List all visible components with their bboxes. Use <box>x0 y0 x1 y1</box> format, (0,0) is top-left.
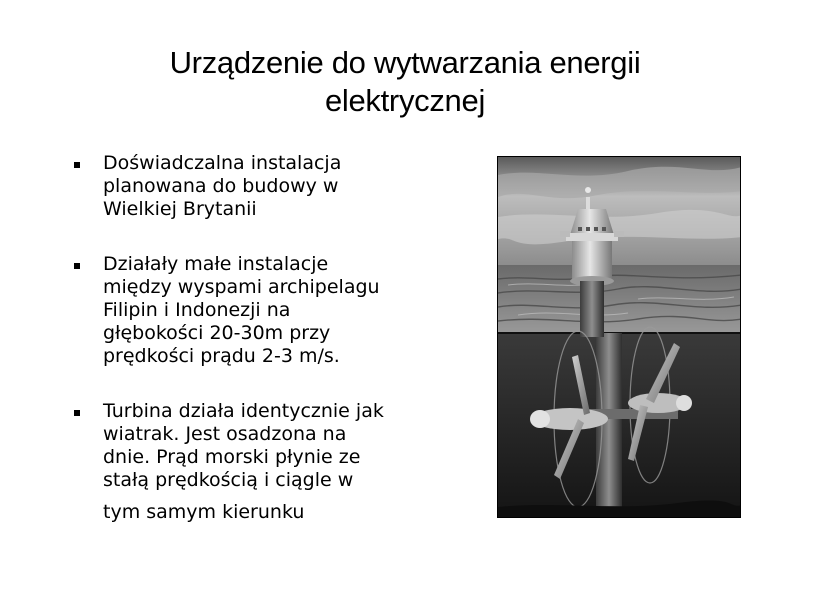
slide-title: Urządzenie do wytwarzania energii elektrycznej <box>169 45 641 118</box>
bullet-list <box>74 152 434 556</box>
tidal-turbine-figure <box>497 156 741 518</box>
bullet-text: Działały małe instalacje między wyspami archipelagu Filipin i Indonezji na głębokości 20-30m przy prędkości prądu 2-3 m/s. <box>103 253 380 367</box>
square-bullet-icon <box>74 263 80 269</box>
list-item <box>74 152 434 221</box>
square-bullet-icon <box>74 410 80 416</box>
bullet-text: Doświadczalna instalacja planowana do budowy w Wielkiej Brytanii <box>103 152 342 220</box>
bullet-text: Turbina działa identycznie jak wiatrak. Jest osadzona na dnie. Prąd morski płynie ze stałą prędkością i ciągle w <box>103 400 384 491</box>
tidal-turbine-illustration-icon <box>498 157 741 518</box>
list-item <box>74 400 434 524</box>
list-item <box>74 253 434 368</box>
square-bullet-icon <box>74 162 80 168</box>
bullet-text-last-line: tym samym kierunku <box>103 501 305 523</box>
